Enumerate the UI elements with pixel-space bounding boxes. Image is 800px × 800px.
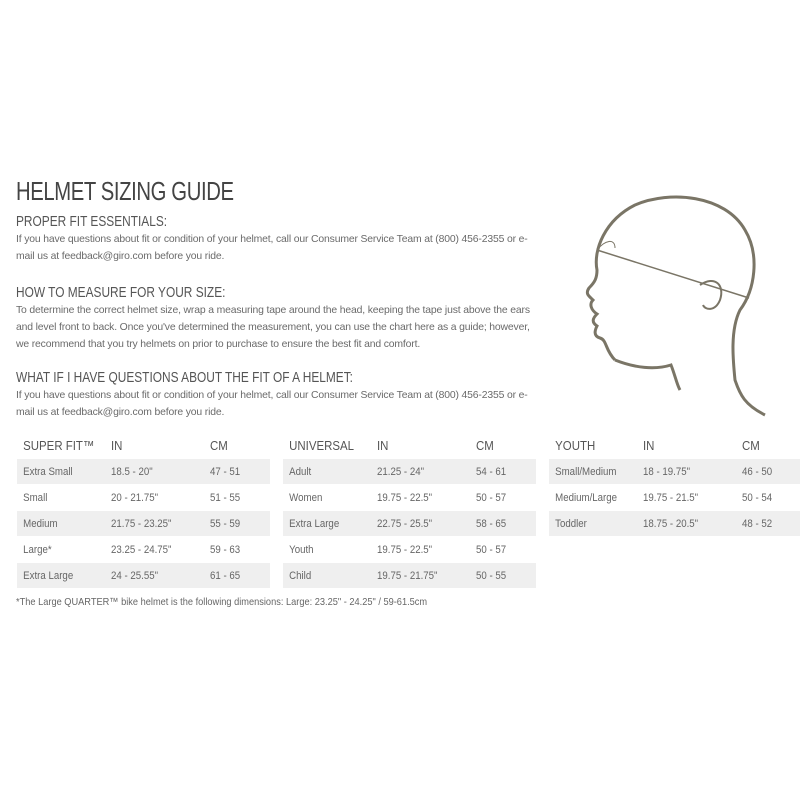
column-header: CM xyxy=(742,437,761,453)
size-cell: Child xyxy=(289,569,312,582)
size-cell: Small xyxy=(23,491,48,504)
size-cell: Medium/Large xyxy=(555,491,618,504)
size-cell: Large* xyxy=(23,543,52,556)
inches-cell: 18.5 - 20" xyxy=(111,465,153,478)
cm-cell: 61 - 65 xyxy=(210,569,241,582)
column-header: YOUTH xyxy=(555,437,596,453)
table-row xyxy=(17,537,270,562)
column-header: IN xyxy=(643,437,655,453)
cm-cell: 47 - 51 xyxy=(210,465,241,478)
table-row xyxy=(283,485,536,510)
size-cell: Women xyxy=(289,491,323,504)
inches-cell: 24 - 25.55" xyxy=(111,569,159,582)
table-row xyxy=(17,485,270,510)
table-row xyxy=(283,537,536,562)
inches-cell: 18.75 - 20.5" xyxy=(643,517,699,530)
size-cell: Extra Small xyxy=(23,465,73,478)
inches-cell: 19.75 - 21.75" xyxy=(377,569,438,582)
cm-cell: 46 - 50 xyxy=(742,465,773,478)
table-row xyxy=(549,485,800,510)
inches-cell: 22.75 - 25.5" xyxy=(377,517,433,530)
size-cell: Adult xyxy=(289,465,312,478)
table-row xyxy=(283,511,536,536)
column-header: CM xyxy=(476,437,495,453)
size-cell: Youth xyxy=(289,543,314,556)
footnote: *The Large QUARTER™ bike helmet is the following dimensions: Large: 23.25" - 24.25" / 59-61.5cm xyxy=(16,596,428,608)
section-body: If you have questions about fit or condition of your helmet, call our Consumer Service Team at (800) 456-2355 or e-mail us at feedback@giro.com before you ride. xyxy=(16,390,528,418)
table-row xyxy=(17,459,270,484)
cm-cell: 55 - 59 xyxy=(210,517,241,530)
column-header: IN xyxy=(377,437,389,453)
section-questions xyxy=(16,370,536,421)
inches-cell: 19.75 - 21.5" xyxy=(643,491,699,504)
inches-cell: 19.75 - 22.5" xyxy=(377,543,433,556)
inches-cell: 21.75 - 23.25" xyxy=(111,517,172,530)
section-heading: PROPER FIT ESSENTIALS: xyxy=(16,214,168,230)
super-fit-table xyxy=(17,432,270,589)
section-how-to-measure xyxy=(16,285,536,353)
size-cell: Medium xyxy=(23,517,58,530)
cm-cell: 48 - 52 xyxy=(742,517,773,530)
cm-cell: 54 - 61 xyxy=(476,465,507,478)
cm-cell: 51 - 55 xyxy=(210,491,241,504)
size-cell: Small/Medium xyxy=(555,465,617,478)
size-cell: Extra Large xyxy=(289,517,340,530)
size-cell: Toddler xyxy=(555,517,587,530)
section-heading: WHAT IF I HAVE QUESTIONS ABOUT THE FIT OF A HELMET: xyxy=(16,370,353,386)
cm-cell: 50 - 57 xyxy=(476,543,507,556)
table-row xyxy=(283,459,536,484)
table-row xyxy=(283,563,536,588)
inches-cell: 21.25 - 24" xyxy=(377,465,425,478)
inches-cell: 20 - 21.75" xyxy=(111,491,159,504)
column-header: UNIVERSAL xyxy=(289,437,355,453)
inches-cell: 23.25 - 24.75" xyxy=(111,543,172,556)
page-title: HELMET SIZING GUIDE xyxy=(16,176,234,206)
table-row xyxy=(549,459,800,484)
head-measurement-illustration xyxy=(575,190,775,420)
table-row xyxy=(549,511,800,536)
youth-table xyxy=(549,432,800,537)
cm-cell: 58 - 65 xyxy=(476,517,507,530)
cm-cell: 50 - 57 xyxy=(476,491,507,504)
inches-cell: 19.75 - 22.5" xyxy=(377,491,433,504)
table-row xyxy=(17,563,270,588)
universal-table xyxy=(283,432,536,589)
cm-cell: 50 - 55 xyxy=(476,569,507,582)
section-proper-fit xyxy=(16,214,536,265)
table-row xyxy=(17,511,270,536)
size-cell: Extra Large xyxy=(23,569,74,582)
column-header: CM xyxy=(210,437,229,453)
cm-cell: 50 - 54 xyxy=(742,491,773,504)
inches-cell: 18 - 19.75" xyxy=(643,465,691,478)
section-body: If you have questions about fit or condition of your helmet, call our Consumer Service Team at (800) 456-2355 or e-mail us at feedback@giro.com before you ride. xyxy=(16,234,528,262)
column-header: SUPER FIT™ xyxy=(23,437,95,453)
section-body: To determine the correct helmet size, wrap a measuring tape around the head, keeping the tape just above the ears and level front to back. Once you've determined the measurement, you can use the chart here as a guide; however, we recommend that you try helmets on prior to purchase to ensure the best fit and comfort. xyxy=(16,305,530,350)
cm-cell: 59 - 63 xyxy=(210,543,241,556)
column-header: IN xyxy=(111,437,123,453)
section-heading: HOW TO MEASURE FOR YOUR SIZE: xyxy=(16,285,226,301)
